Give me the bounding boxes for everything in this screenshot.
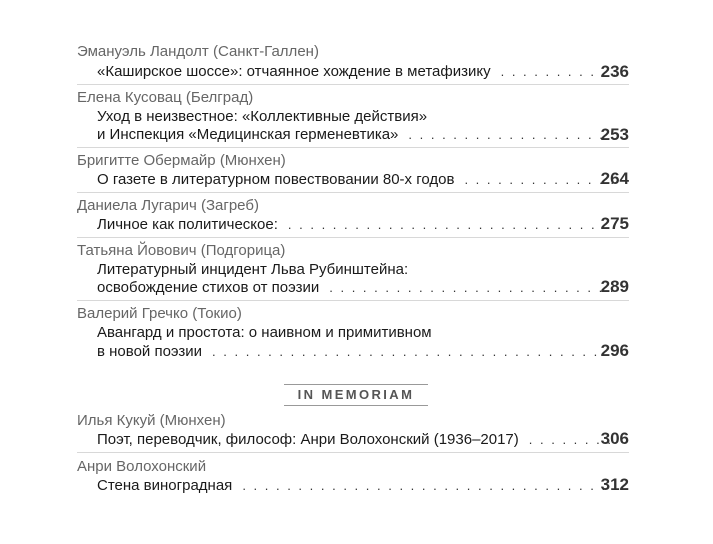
dot-leader (464, 171, 615, 189)
divider (77, 452, 629, 453)
entry-title: Стена виноградная (97, 477, 233, 494)
entry-title-line (97, 431, 629, 449)
dot-leader (329, 279, 615, 297)
divider (77, 192, 629, 193)
section-label: IN MEMORIAM (297, 387, 415, 402)
entry-title-line (97, 216, 629, 234)
entry-author: Даниела Лугарич (Загреб) (77, 197, 259, 214)
entry-title-line (97, 126, 629, 144)
entry-page-number[interactable]: 275 (600, 214, 629, 233)
entry-page-number[interactable]: 312 (600, 475, 629, 494)
entry-title-line (97, 279, 629, 297)
entry-title: освобождение стихов от поэзии (97, 279, 320, 296)
entry-author: Татьяна Йовович (Подгорица) (77, 242, 286, 259)
entry-author: Бригитте Обермайр (Мюнхен) (77, 152, 286, 169)
section-heading (284, 384, 428, 406)
entry-title-line (97, 477, 629, 495)
entry-author: Елена Кусовац (Белград) (77, 89, 254, 106)
divider (77, 147, 629, 148)
entry-page-number[interactable]: 236 (600, 62, 629, 81)
dot-leader (212, 343, 615, 361)
entry-page-number[interactable]: 264 (600, 169, 629, 188)
entry-title: Авангард и простота: о наивном и примитивном (97, 324, 432, 341)
entry-title: О газете в литературном повествовании 80-х годов (97, 171, 455, 188)
section-rule-top (284, 384, 428, 385)
entry-author: Илья Кукуй (Мюнхен) (77, 412, 226, 429)
entry-title: и Инспекция «Медицинская герменевтика» (97, 126, 399, 143)
entry-page-number[interactable]: 289 (600, 277, 629, 296)
entry-author: Эмануэль Ландолт (Санкт-Галлен) (77, 43, 319, 60)
entry-page-number[interactable]: 306 (600, 429, 629, 448)
dot-leader (501, 63, 615, 81)
entry-title: «Каширское шоссе»: отчаянное хождение в метафизику (97, 63, 491, 80)
entry-title-line (97, 343, 629, 361)
entry-title-line (97, 171, 629, 189)
dot-leader (408, 126, 615, 144)
entry-page-number[interactable]: 296 (600, 341, 629, 360)
divider (77, 84, 629, 85)
divider (77, 237, 629, 238)
dot-leader (242, 477, 615, 495)
section-rule-bottom (284, 405, 428, 406)
entry-author: Анри Волохонский (77, 458, 207, 475)
entry-page-number[interactable]: 253 (600, 125, 629, 144)
divider (77, 300, 629, 301)
entry-author: Валерий Гречко (Токио) (77, 305, 242, 322)
entry-title: Литературный инцидент Льва Рубинштейна: (97, 261, 409, 278)
entry-title: Поэт, переводчик, философ: Анри Волохонский (1936–2017) (97, 431, 519, 448)
entry-title: Личное как политическое: (97, 216, 278, 233)
entry-title: в новой поэзии (97, 343, 203, 360)
entry-title: Уход в неизвестное: «Коллективные действия» (97, 108, 428, 125)
dot-leader (288, 216, 615, 234)
entry-title-line (97, 63, 629, 81)
